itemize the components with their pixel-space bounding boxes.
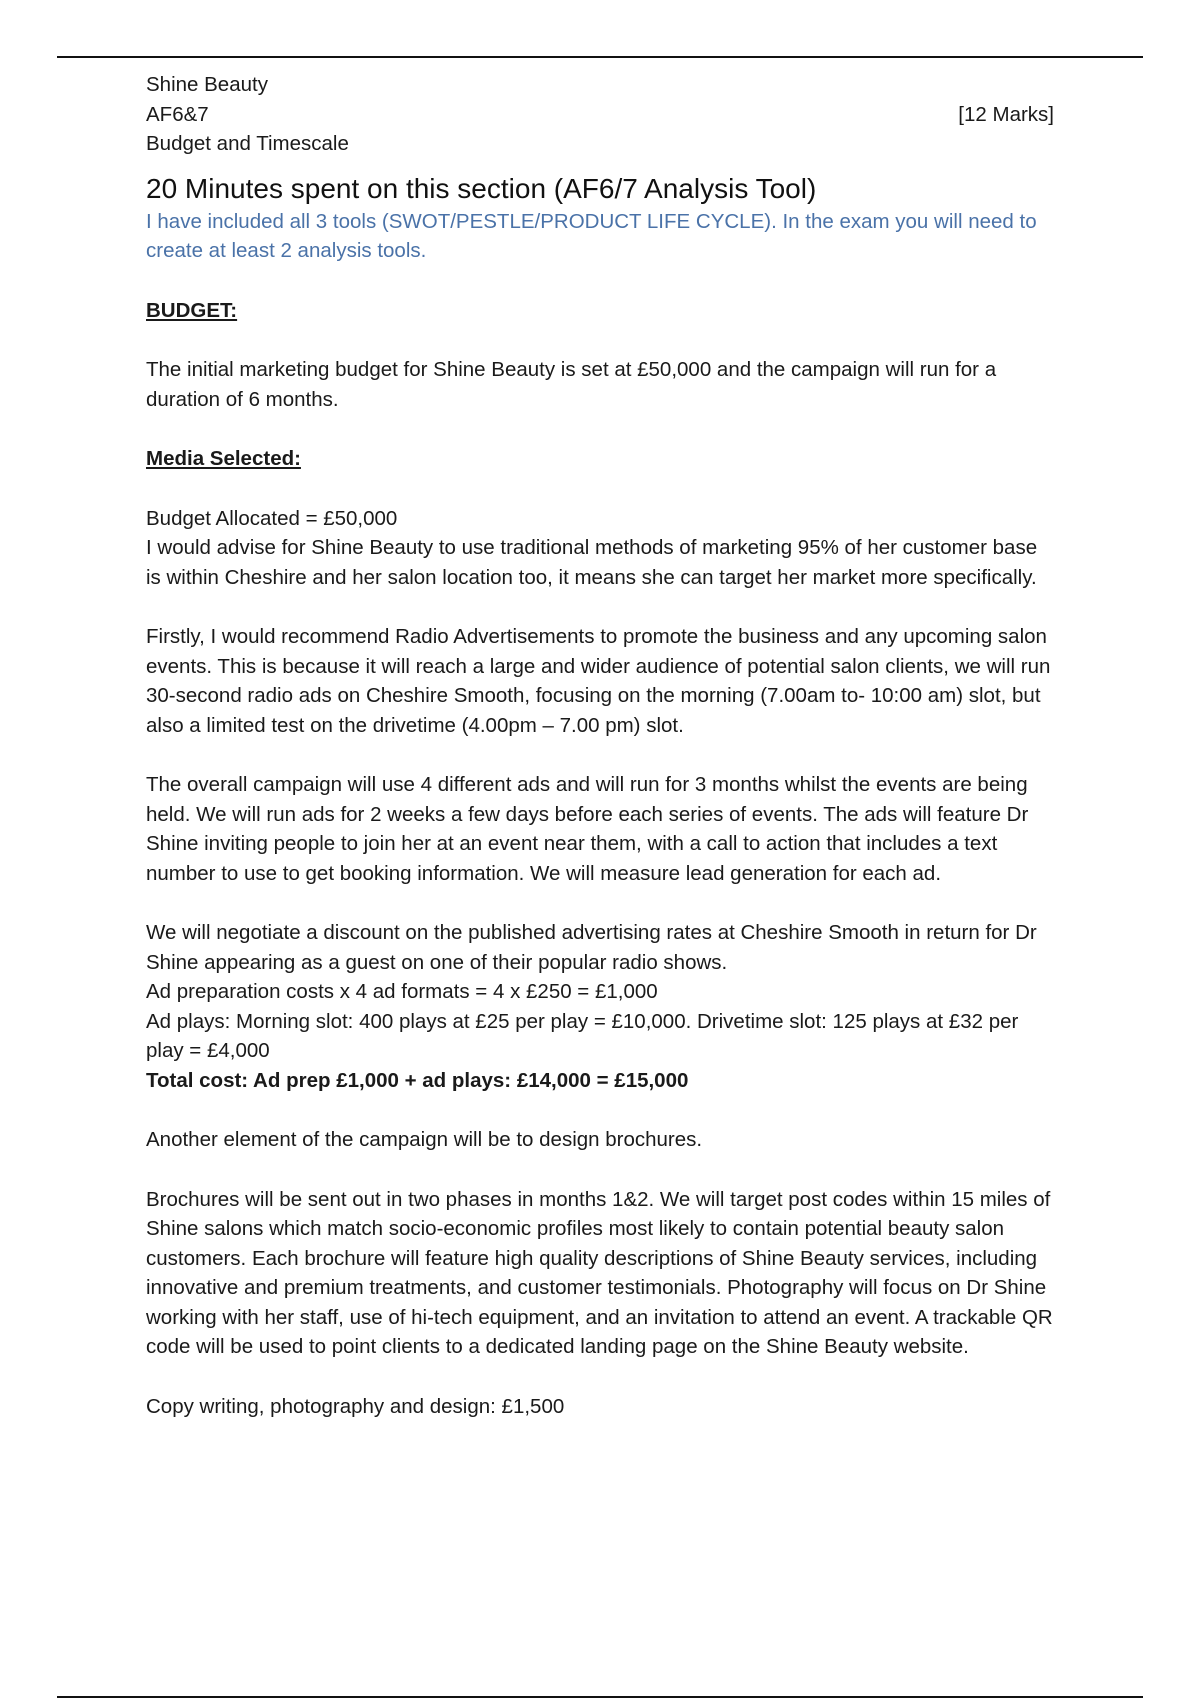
advice-paragraph: I would advise for Shine Beauty to use traditional methods of marketing 95% of her customer base is within Cheshire and her salon location too, it means she can target her market more specifically. [146,536,1038,589]
total-cost-line: Total cost: Ad prep £1,000 + ad plays: £14,000 = £15,000 [146,1068,689,1092]
campaign-paragraph: The overall campaign will use 4 different ads and will run for 3 months whilst the events are being held. We will run ads for 2 weeks a few days before each series of events. The ads will feature Dr Shine inviting people to join her at an event near them, with a call to action that includes a text number to use to get booking information. We will measure lead generation for each ad. [146,773,1029,885]
media-heading: Media Selected: [146,447,301,470]
unit-code: AF6&7 [146,102,209,126]
copywriting-cost: Copy writing, photography and design: £1,500 [146,1394,565,1418]
tutor-note: I have included all 3 tools (SWOT/PESTLE/PRODUCT LIFE CYCLE). In the exam you will need to create at least 2 analysis tools. [146,209,1037,262]
top-rule [57,56,1143,58]
subject-line: Budget and Timescale [146,132,349,155]
brochures-paragraph: Brochures will be sent out in two phases in months 1&2. We will target post codes within 15 miles of Shine salons which match socio-economic profiles most likely to contain potential beauty salon customers. Each brochure will feature high quality descriptions of Shine Beauty services, including innovative and premium treatments, and customer testimonials. Photography will focus on Dr Shine working with her staff, use of hi-tech equipment, and an invitation to attend an event. A trackable QR code will be used to point clients to a dedicated landing page on the Shine Beauty website. [146,1187,1053,1358]
negotiate-paragraph: We will negotiate a discount on the published advertising rates at Cheshire Smooth in return for Dr Shine appearing as a guest on one of their popular radio shows. [146,921,1037,974]
header-row [146,100,1054,130]
document-header [146,70,1054,159]
company-name: Shine Beauty [146,73,268,96]
prep-costs-line: Ad preparation costs x 4 ad formats = 4 x £250 = £1,000 [146,980,658,1003]
ad-plays-line: Ad plays: Morning slot: 400 plays at £25 per play = £10,000. Drivetime slot: 125 plays at £32 per play = £4,000 [146,1009,1019,1062]
budget-heading: BUDGET: [146,298,238,322]
budget-allocated: Budget Allocated = £50,000 [146,506,398,530]
section-title: 20 Minutes spent on this section (AF6/7 Analysis Tool) [146,172,817,204]
radio-paragraph: Firstly, I would recommend Radio Advertisements to promote the business and any upcoming salon events. This is because it will reach a large and wider audience of potential salon clients, we will run 30-second radio ads on Cheshire Smooth, focusing on the morning (7.00am to- 10:00 am) slot, but also a limited test on the drivetime (4.00pm – 7.00 pm) slot. [146,625,1051,737]
budget-intro: The initial marketing budget for Shine Beauty is set at £50,000 and the campaign will run for a duration of 6 months. [146,358,997,411]
document-body [146,70,1054,1421]
marks-label: [12 Marks] [958,102,1054,126]
bottom-rule [57,1696,1143,1698]
brochures-intro: Another element of the campaign will be to design brochures. [146,1128,703,1151]
